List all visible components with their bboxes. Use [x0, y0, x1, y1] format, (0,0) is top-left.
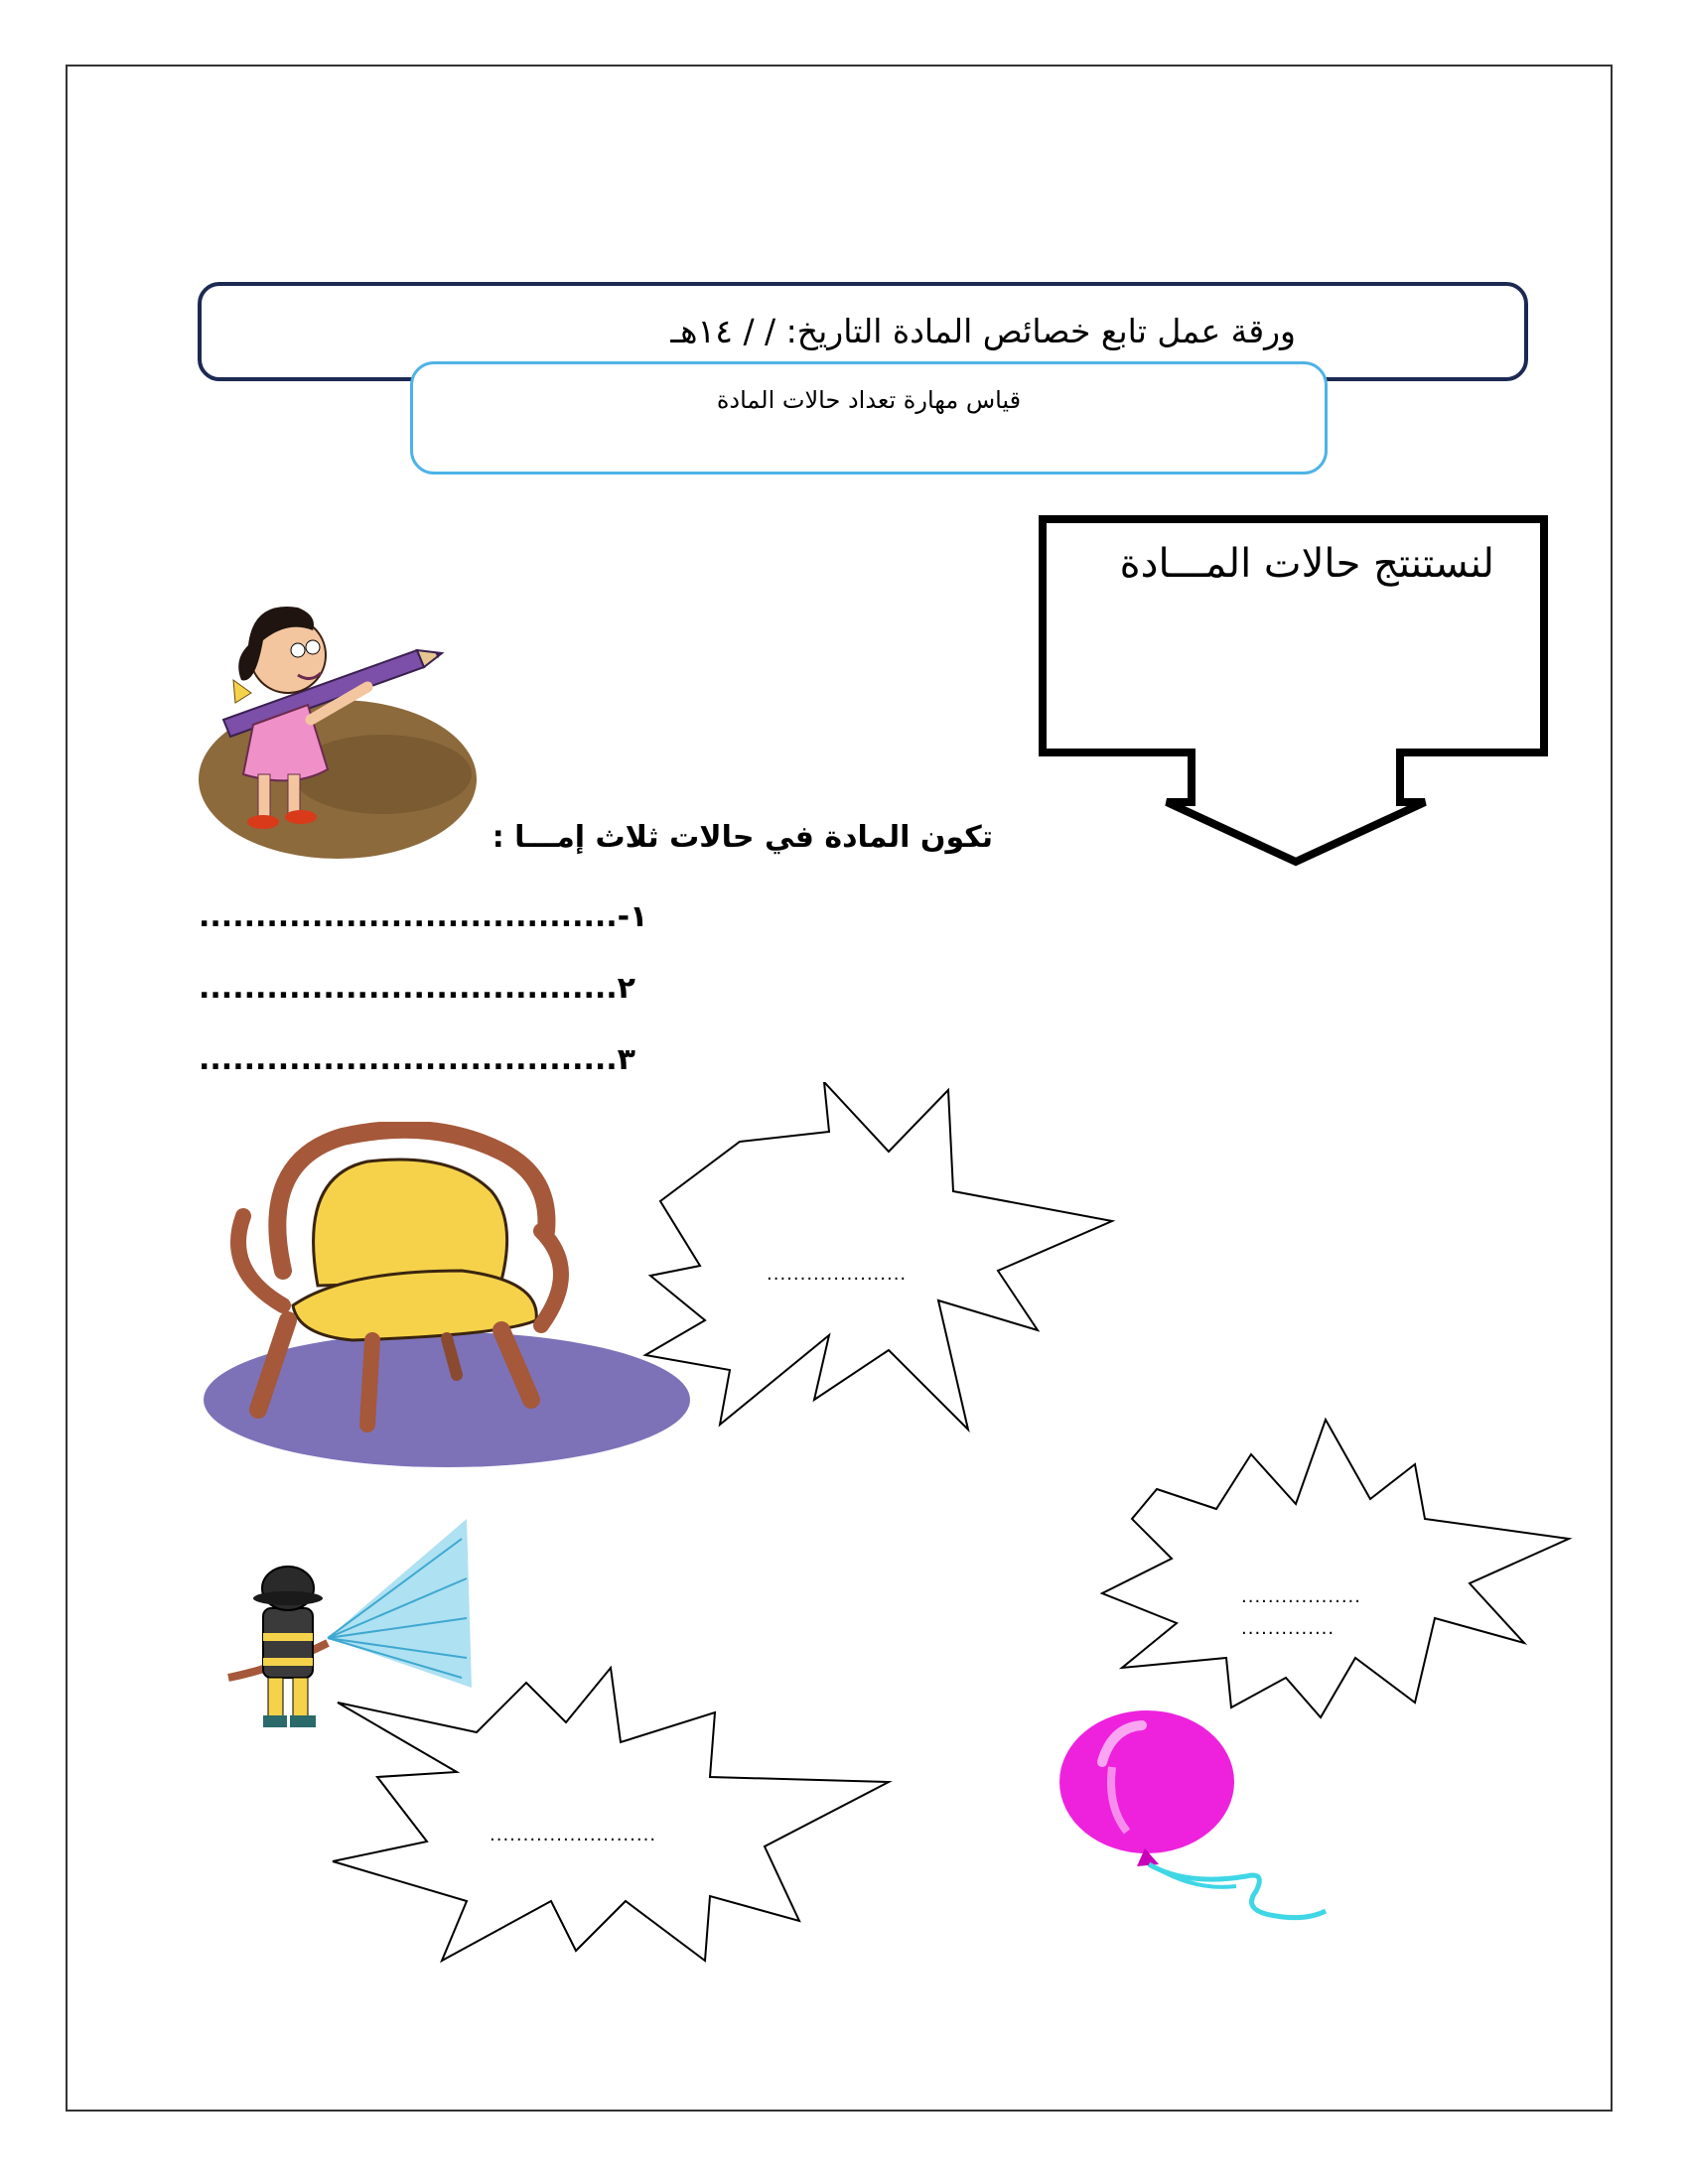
question-text: تكون المادة في حالات ثلاث إمـــا :	[492, 820, 993, 855]
balloon-icon	[1057, 1707, 1336, 1936]
answer-line-3[interactable]: ٣.....................................	[199, 1042, 635, 1077]
armchair-icon	[204, 1122, 700, 1479]
subtitle-box	[410, 361, 1328, 475]
worksheet-title: ورقة عمل تابع خصائص المادة التاريخ: / / ١٤هـ	[670, 312, 1296, 350]
speech-burst-firefighter	[328, 1663, 894, 1971]
burst-chair-blank[interactable]: .....................	[767, 1264, 908, 1285]
arrow-callout-text: لنستنتج حالات المـــادة	[1119, 541, 1494, 587]
answer-line-1[interactable]: ١-.....................................	[199, 899, 648, 934]
speech-burst-chair	[640, 1082, 1127, 1439]
burst-balloon-blank-1[interactable]: ..................	[1241, 1586, 1361, 1607]
subtitle-text: قياس مهارة تعداد حالات المادة	[716, 386, 1022, 414]
answer-line-2[interactable]: ٢.....................................	[199, 971, 635, 1006]
girl-with-pencil-icon	[194, 576, 492, 864]
burst-balloon-blank-2[interactable]: ..............	[1241, 1618, 1336, 1639]
speech-burst-balloon	[1097, 1410, 1574, 1727]
burst-firefighter-blank[interactable]: .........................	[490, 1825, 657, 1845]
